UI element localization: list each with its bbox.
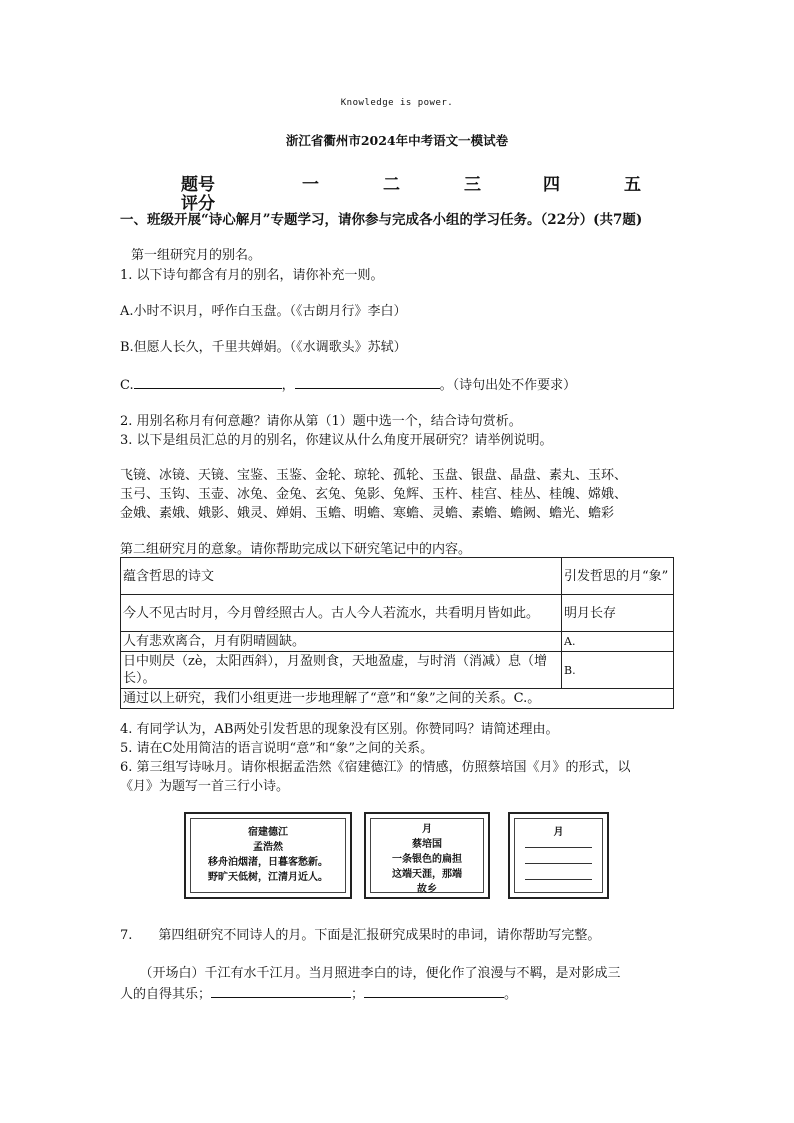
score-col-3: 三 bbox=[464, 175, 481, 195]
table-row bbox=[121, 595, 674, 632]
writing-line[interactable] bbox=[525, 847, 592, 848]
score-col-2: 二 bbox=[383, 175, 400, 195]
group2-intro: 第二组研究月的意象。请你帮助完成以下研究笔记中的内容。 bbox=[120, 542, 472, 557]
question-2: 2. 用别名称月有何意趣？请你从第（1）题中选一个，结合诗句赏析。 bbox=[120, 414, 522, 429]
table-row bbox=[121, 652, 674, 689]
table-cell: 今人不见古时月，今月曾经照古人。古人今人若流水，共看明月皆如此。 bbox=[121, 595, 562, 632]
header-motto: Knowledge is power. bbox=[340, 98, 454, 108]
score-col-4: 四 bbox=[543, 175, 560, 195]
question-5: 5. 请在C处用简洁的语言说明“意”和“象”之间的关系。 bbox=[120, 741, 434, 756]
card-title: 月 bbox=[553, 827, 564, 838]
table-footer: 通过以上研究，我们小组更进一步地理解了“意”和“象”之间的关系。C.。 bbox=[121, 689, 674, 709]
answer-blank[interactable] bbox=[364, 984, 504, 998]
q7-prefix: 人的自得其乐； bbox=[120, 987, 212, 1002]
writing-line[interactable] bbox=[525, 879, 592, 880]
option-c-suffix: 。（诗句出处不作要求） bbox=[439, 378, 577, 393]
option-c-sep: ， bbox=[281, 378, 295, 393]
exam-title: 浙江省衢州市2024年中考语文一模试卷 bbox=[285, 133, 509, 148]
answer-blank[interactable] bbox=[134, 375, 282, 389]
poem-card-yue bbox=[364, 812, 490, 899]
moon-names-line: 飞镜、冰镜、天镜、宝鉴、玉鉴、金轮、琼轮、孤轮、玉盘、银盘、晶盘、素丸、玉环、 bbox=[120, 468, 628, 483]
table-row bbox=[121, 689, 674, 709]
writing-line[interactable] bbox=[525, 863, 592, 864]
score-col-5: 五 bbox=[624, 175, 641, 195]
poem-card-sujiandejiang bbox=[184, 812, 352, 899]
card-line: 这端天涯，那端 bbox=[392, 869, 462, 880]
group1-intro: 第一组研究月的别名。 bbox=[131, 248, 262, 263]
table-cell[interactable]: A. bbox=[562, 632, 674, 652]
table-cell: 日中则昃（zè，太阳西斜），月盈则食，天地盈虚，与时消（消减）息（增长）。 bbox=[121, 652, 562, 689]
answer-blank[interactable] bbox=[211, 984, 351, 998]
option-c-prefix: C. bbox=[120, 378, 134, 393]
card-line: 故乡 bbox=[417, 884, 437, 895]
question-6: 6. 第三组写诗咏月。请你根据孟浩然《宿建德江》的情感，仿照蔡培国《月》的形式，以 bbox=[120, 760, 631, 775]
q7-suffix: 。 bbox=[504, 987, 518, 1002]
option-b: B.但愿人长久，千里共婵娟。（《水调歌头》苏轼） bbox=[120, 340, 407, 355]
card-line: 一条银色的扁担 bbox=[392, 854, 462, 865]
question-3: 3. 以下是组员汇总的月的别名，你建议从什么角度开展研究？请举例说明。 bbox=[120, 433, 553, 448]
table-row bbox=[121, 632, 674, 652]
score-row2-label: 评分 bbox=[181, 194, 215, 214]
table-head-left: 蕴含哲思的诗文 bbox=[121, 558, 562, 595]
score-row-label: 题号 bbox=[181, 175, 215, 195]
option-c bbox=[120, 375, 576, 395]
q7-sep: ； bbox=[351, 987, 365, 1002]
score-col-1: 一 bbox=[302, 175, 319, 195]
question-1: 1. 以下诗句都含有月的别名，请你补充一则。 bbox=[120, 268, 384, 283]
table-head-right: 引发哲思的月“象” bbox=[562, 558, 674, 595]
moon-names-line: 金娥、素娥、娥影、娥灵、婵娟、玉蟾、明蟾、寒蟾、灵蟾、素蟾、蟾阙、蟾光、蟾彩 bbox=[120, 506, 615, 521]
table-cell: 人有悲欢离合，月有阴晴圆缺。 bbox=[121, 632, 562, 652]
table-row bbox=[121, 558, 674, 595]
moon-names-line: 玉弓、玉钩、玉壶、冰兔、金兔、玄兔、兔影、兔辉、玉杵、桂宫、桂丛、桂魄、嫦娥、 bbox=[120, 487, 628, 502]
question-7: 7. 第四组研究不同诗人的月。下面是汇报研究成果时的串词，请你帮助写完整。 bbox=[120, 928, 601, 943]
option-a: A.小时不识月，呼作白玉盘。（《古朗月行》李白） bbox=[120, 304, 407, 319]
section-heading: 一、班级开展“诗心解月”专题学习，请你参与完成各小组的学习任务。（22分）(共7题) bbox=[120, 212, 643, 228]
card-author: 蔡培国 bbox=[412, 839, 442, 850]
table-cell[interactable]: B. bbox=[562, 652, 674, 689]
question-6-cont: 《月》为题写一首三行小诗。 bbox=[120, 779, 290, 794]
answer-blank[interactable] bbox=[295, 375, 440, 389]
card-title: 宿建德江 bbox=[248, 827, 288, 838]
question-7-blanks bbox=[120, 984, 517, 1004]
card-line: 移舟泊烟渚，日暮客愁新。 bbox=[208, 857, 328, 868]
card-line: 野旷天低树，江清月近人。 bbox=[208, 872, 328, 883]
card-title: 月 bbox=[422, 824, 432, 835]
table-cell: 明月长存 bbox=[562, 595, 674, 632]
research-notes-table bbox=[120, 557, 674, 709]
question-4: 4. 有同学认为，AB两处引发哲思的现象没有区别。你赞同吗？请简述理由。 bbox=[120, 722, 559, 737]
question-7-intro: （开场白）千江有水千江月。当月照进李白的诗，便化作了浪漫与不羁，是对影成三 bbox=[120, 966, 621, 981]
card-author: 孟浩然 bbox=[253, 842, 283, 853]
poem-card-blank bbox=[508, 812, 609, 899]
